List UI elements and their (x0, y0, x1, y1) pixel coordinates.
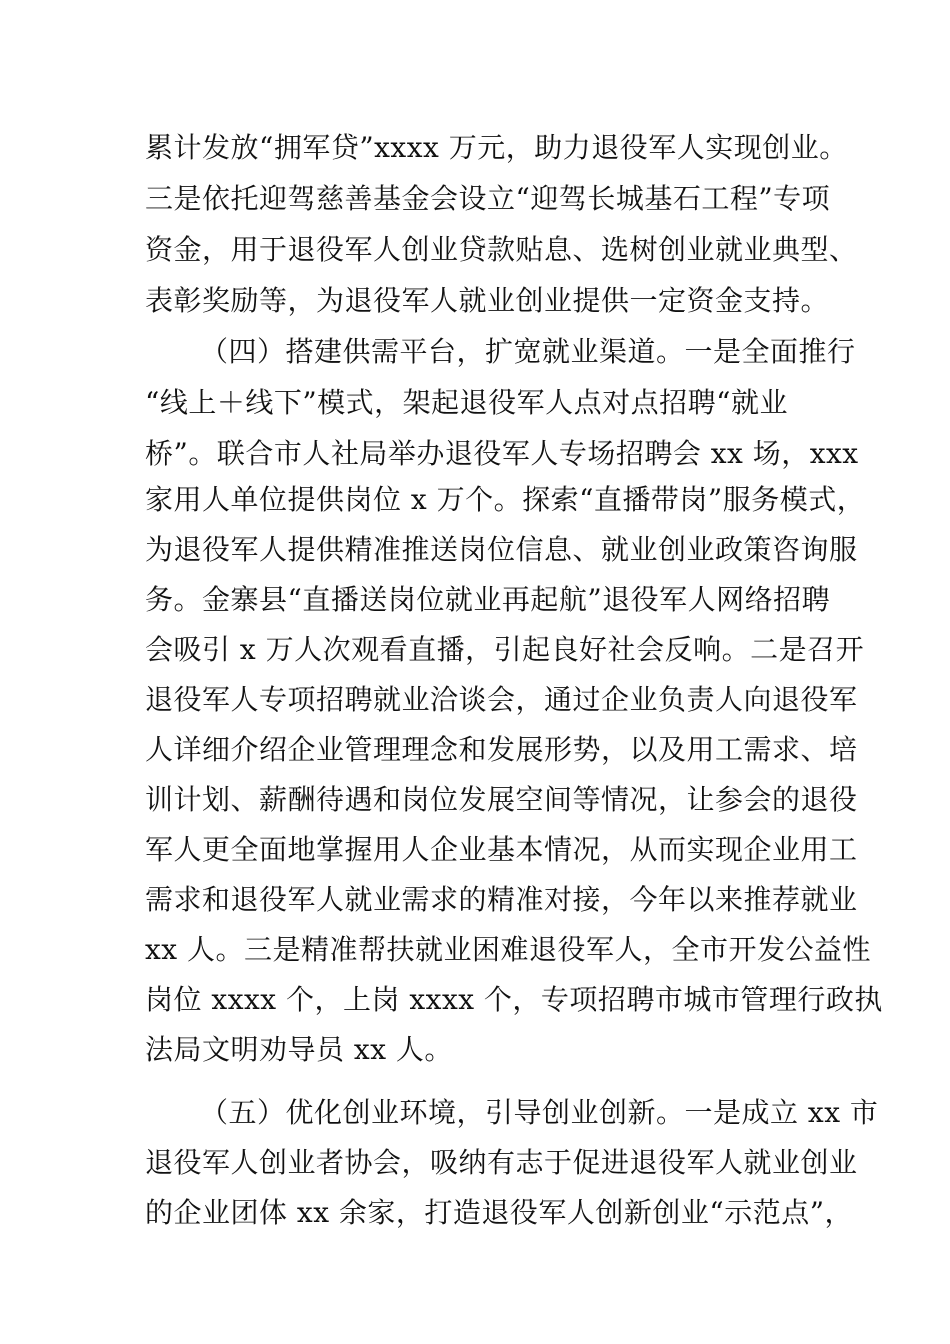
paragraph-start-line: （五）优化创业环境，引导创业创新。一是成立 xx 市 (200, 1096, 879, 1129)
text-line: 军人更全面地掌握用人企业基本情况，从而实现企业用工 (145, 833, 858, 866)
text-line: 训计划、薪酬待遇和岗位发展空间等情况，让参会的退役 (145, 783, 858, 816)
text-line: 会吸引 x 万人次观看直播，引起良好社会反响。二是召开 (145, 633, 865, 666)
text-line: 三是依托迎驾慈善基金会设立“迎驾长城基石工程”专项 (145, 182, 831, 215)
text-line: “线上＋线下”模式，架起退役军人点对点招聘“就业 (145, 386, 788, 419)
text-line: 家用人单位提供岗位 x 万个。探索“直播带岗”服务模式， (145, 483, 866, 516)
text-line: xx 人。三是精准帮扶就业困难退役军人，全市开发公益性 (145, 933, 871, 966)
text-line: 退役军人创业者协会，吸纳有志于促进退役军人就业创业 (145, 1146, 858, 1179)
text-line: 表彰奖励等，为退役军人就业创业提供一定资金支持。 (145, 284, 830, 317)
text-line: 务。金寨县“直播送岗位就业再起航”退役军人网络招聘 (145, 583, 831, 616)
text-line: 桥”。联合市人社局举办退役军人专场招聘会 xx 场，xxx (145, 437, 859, 470)
text-line: 退役军人专项招聘就业洽谈会，通过企业负责人向退役军 (145, 683, 858, 716)
text-line: 岗位 xxxx 个，上岗 xxxx 个，专项招聘市城市管理行政执 (145, 983, 883, 1016)
text-line: 需求和退役军人就业需求的精准对接，今年以来推荐就业 (145, 883, 858, 916)
text-line: 累计发放“拥军贷”xxxx 万元，助力退役军人实现创业。 (145, 131, 848, 164)
text-line: 法局文明劝导员 xx 人。 (145, 1033, 453, 1066)
text-line: 资金，用于退役军人创业贷款贴息、选树创业就业典型、 (145, 233, 858, 266)
paragraph-start-line: （四）搭建供需平台，扩宽就业渠道。一是全面推行 (200, 335, 856, 368)
text-line: 人详细介绍企业管理理念和发展形势，以及用工需求、培 (145, 733, 858, 766)
text-line: 为退役军人提供精准推送岗位信息、就业创业政策咨询服 (145, 533, 858, 566)
text-line: 的企业团体 xx 余家，打造退役军人创新创业“示范点”， (145, 1196, 854, 1229)
